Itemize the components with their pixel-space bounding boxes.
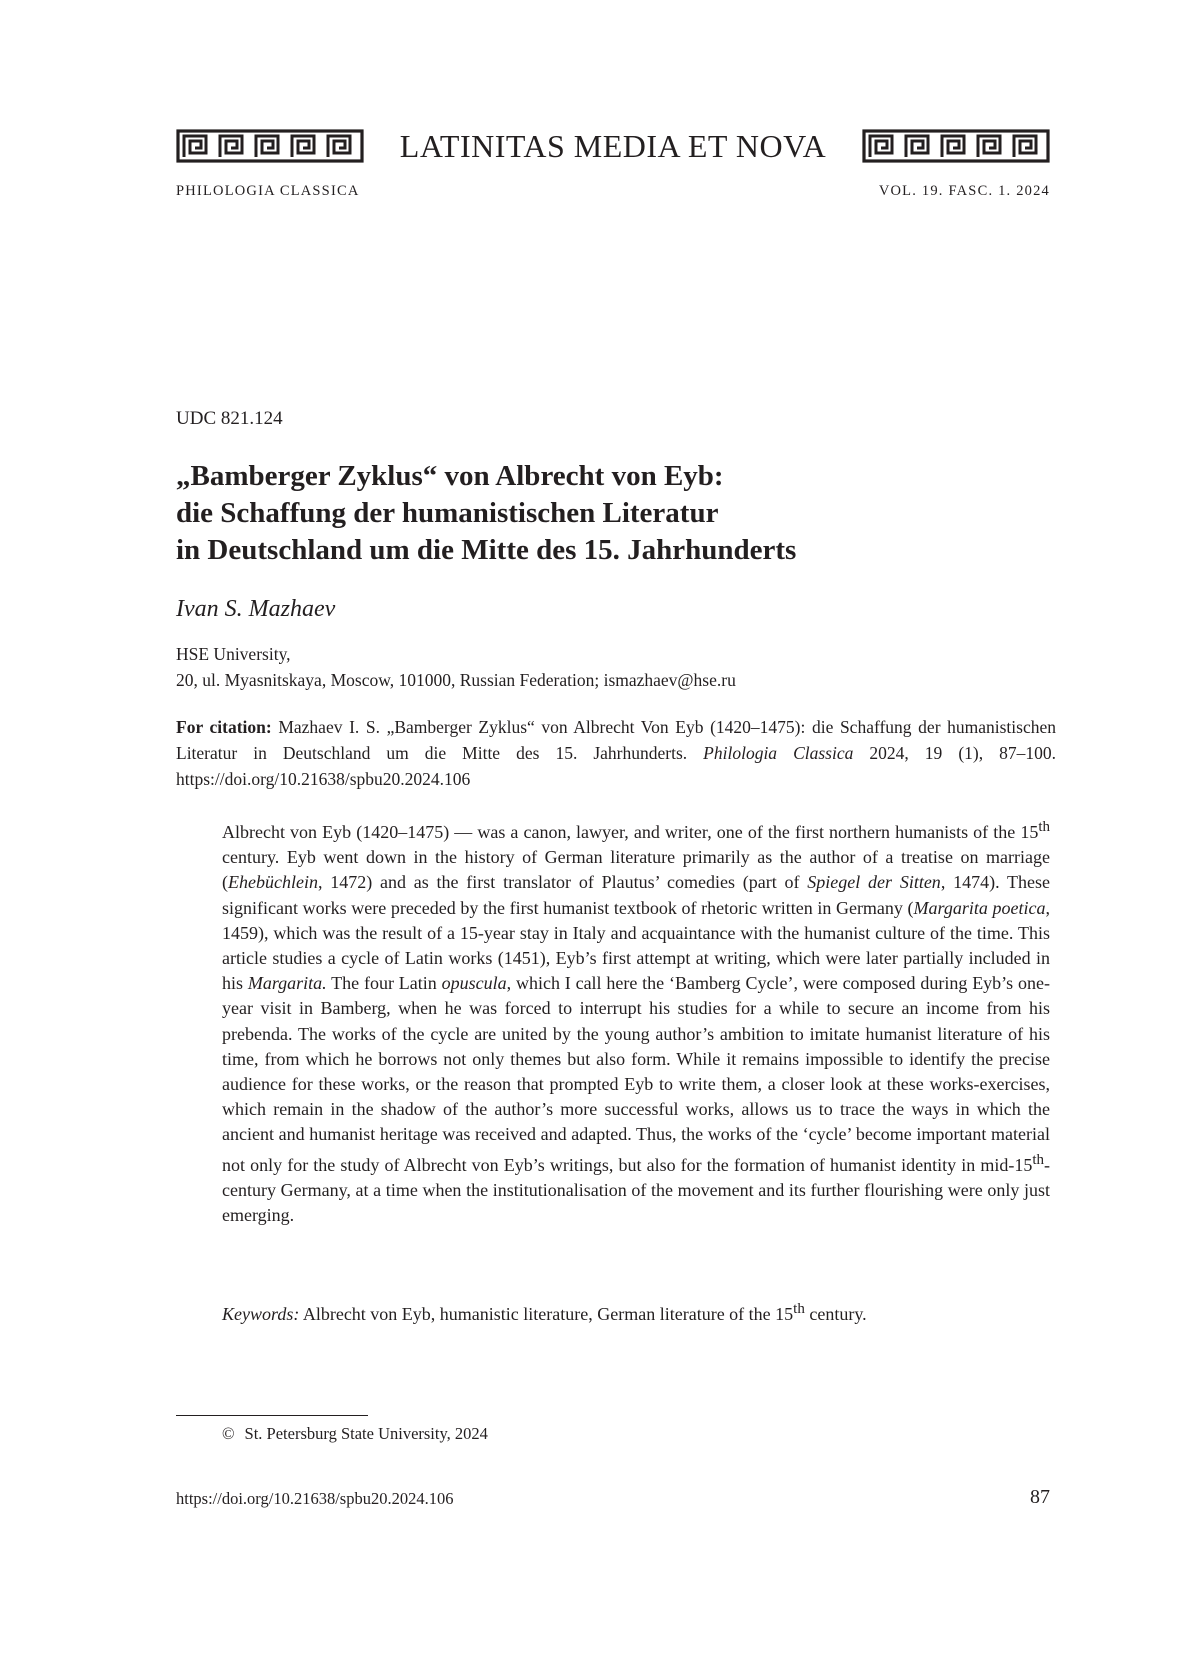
udc-code: UDC 821.124 — [176, 408, 283, 429]
keywords-text: Albrecht von Eyb, humanistic literature, German literature of the 15 — [299, 1304, 794, 1324]
title-line: die Schaffung der humanistischen Literatur — [176, 497, 719, 529]
abstract-text: The four Latin — [326, 973, 442, 994]
article-title — [176, 458, 1056, 569]
affiliation-line: 20, ul. Myasnitskaya, Moscow, 101000, Russian Federation; ismazhaev@hse.ru — [176, 670, 736, 690]
citation-text-end: 2024, 19 (1), 87–100. https://doi.org/10.21638/spbu20.2024.106 — [176, 743, 1056, 789]
abstract-text: century. Eyb went down in the history of German literature primarily as the author of a treatise on marriage ( — [222, 847, 1050, 893]
abstract-italic: Margarita poetica — [913, 897, 1046, 918]
abstract-text: , 1472) and as the first translator of Plautus’ comedies (part of — [317, 872, 808, 893]
copyright-text: St. Petersburg State University, 2024 — [244, 1424, 488, 1443]
doi-link[interactable]: https://doi.org/10.21638/spbu20.2024.106 — [176, 1489, 454, 1508]
abstract-text: , 1474). These significant works were preceded by the first humanist textbook of rhetoric written in Germany ( — [222, 872, 1051, 918]
abstract — [222, 815, 1050, 1228]
affiliation-line: HSE University, — [176, 644, 291, 664]
citation-label: For citation: — [176, 717, 272, 737]
keywords — [222, 1297, 1050, 1327]
superscript: th — [1038, 819, 1050, 835]
superscript: th — [793, 1301, 805, 1317]
abstract-text: , which I call here the ‘Bamberg Cycle’, were composed during Eyb’s one-year visit in Bamberg, when he was forced to interrupt his studies for a while to secure an income from his prebenda. The works of the cycle are united by the young author’s ambition to imitate humanist literature of his time, from which he borrows not only themes but also form. While it remains impossible to identify the precise audience for these works, or the reason that prompted Eyb to write them, a closer look at these works-exercises, which remain in the shadow of the author’s more successful works, allows us to trace the ways in which the ancient and humanist heritage was received and adapted. Thus, the works of the ‘cycle’ become important material not only for the study of Albrecht von Eyb’s writings, but also for the formation of humanist identity in mid-15 — [222, 973, 1050, 1175]
journal-title: LATINITAS MEDIA ET NOVA — [399, 127, 827, 164]
abstract-italic: Spiegel der Sitten — [807, 872, 941, 893]
author-name: Ivan S. Mazhaev — [176, 596, 336, 622]
journal-subheader — [176, 183, 1050, 200]
citation-block — [176, 714, 1056, 792]
page-number: 87 — [1030, 1486, 1050, 1508]
footnote-divider — [176, 1415, 368, 1416]
copyright-footnote — [222, 1424, 488, 1444]
citation-text: Mazhaev I. S. „Bamberger Zyklus“ von Albrecht Von Eyb (1420–1475): die Schaffung der humanistischen Literatur in Deutschland um die Mitte des 15. Jahrhunderts. — [176, 717, 1056, 763]
title-line: „Bamberger Zyklus“ von Albrecht von Eyb: — [176, 460, 724, 492]
citation-journal: Philologia Classica — [703, 743, 854, 763]
keywords-label: Keywords: — [222, 1304, 300, 1324]
abstract-text: -century Germany, at a time when the institutionalisation of the movement and its further flourishing were only just emerging. — [222, 1154, 1050, 1226]
abstract-text: Albrecht von Eyb (1420–1475) — was a canon, lawyer, and writer, one of the first northern humanists of the 15 — [222, 822, 1039, 842]
volume-label: VOL. 19. FASC. 1. 2024 — [878, 183, 1050, 199]
title-line: in Deutschland um die Mitte des 15. Jahrhunderts — [176, 534, 797, 566]
abstract-italic: Margarita. — [247, 973, 327, 994]
journal-header — [176, 128, 1050, 164]
greek-key-ornament-left — [176, 129, 364, 163]
keywords-text-end: century. — [804, 1304, 867, 1324]
journal-section-label: PHILOLOGIA CLASSICA — [176, 183, 360, 199]
greek-key-ornament-right — [862, 129, 1050, 163]
abstract-text: , 1459), which was the result of a 15-year stay in Italy and acquaintance with the humanist culture of the time. This article studies a cycle of Latin works (1451), Eyb’s first attempt at writing, which were later partially included in his — [222, 897, 1050, 994]
abstract-italic: Ehebüchlein — [228, 872, 318, 893]
author-affiliation — [176, 641, 736, 693]
superscript: th — [1032, 1151, 1044, 1168]
copyright-icon: © — [222, 1424, 235, 1443]
abstract-italic: opuscula — [441, 973, 507, 994]
